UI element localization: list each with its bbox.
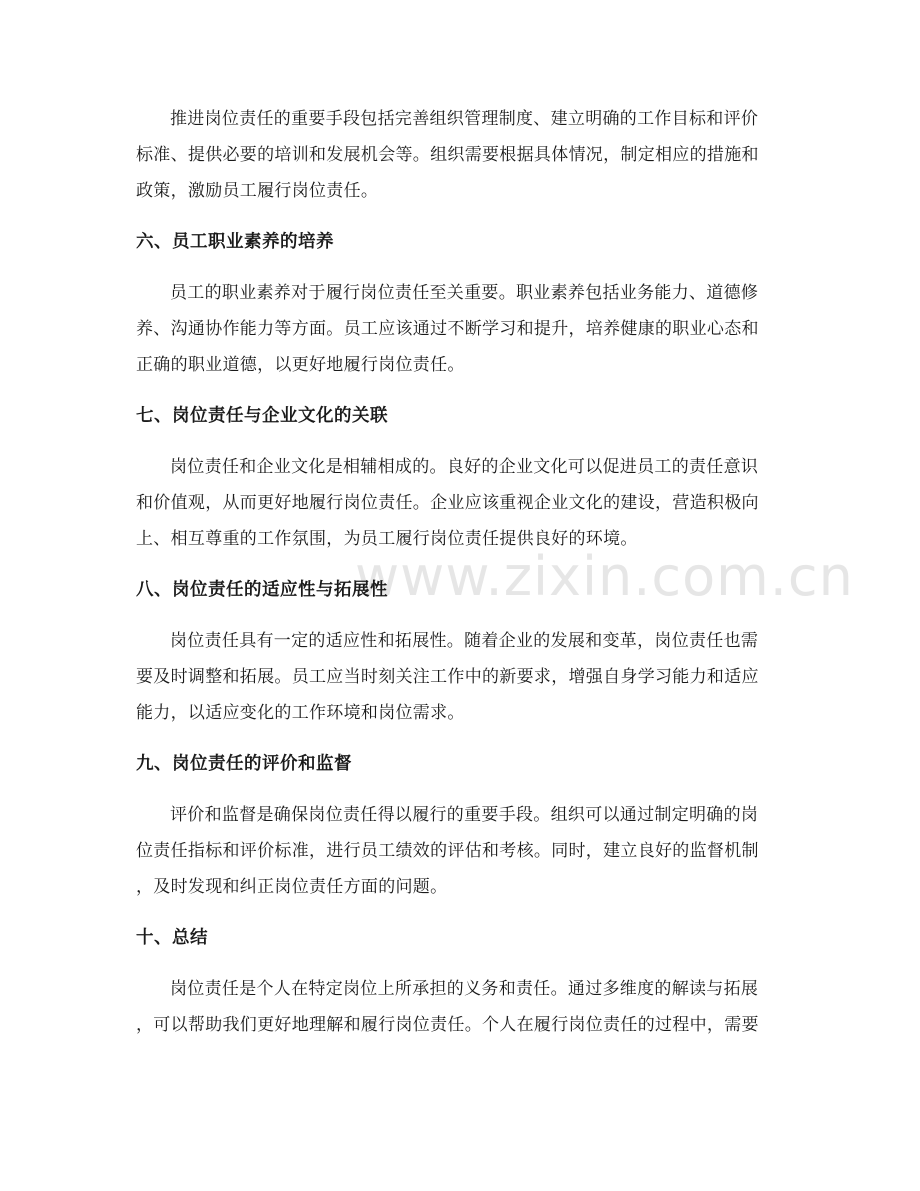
paragraph-line: ，可以帮助我们更好地理解和履行岗位责任。个人在履行岗位责任的过程中，需要 [136,1015,759,1035]
paragraph-section-10 [136,971,786,1043]
paragraph-line: 位责任指标和评价标准，进行员工绩效的评估和考核。同时，建立良好的监督机制 [136,841,759,861]
section-heading-8: 八、岗位责任的适应性与拓展性 [136,580,388,600]
paragraph-line: 和价值观，从而更好地履行岗位责任。企业应该重视企业文化的建设，营造积极向 [136,493,759,513]
paragraph-line: 岗位责任和企业文化是相辅相成的。良好的企业文化可以促进员工的责任意识 [170,457,759,477]
paragraph-section-8 [136,623,786,731]
paragraph-line: 要及时调整和拓展。员工应当时刻关注工作中的新要求，增强自身学习能力和适应 [136,667,759,687]
paragraph-section-9 [136,797,786,905]
paragraph-line: 政策，激励员工履行岗位责任。 [136,181,379,201]
paragraph-section-7 [136,449,786,557]
paragraph-line: 能力，以适应变化的工作环境和岗位需求。 [136,703,465,723]
paragraph-line: 正确的职业道德，以更好地履行岗位责任。 [136,355,465,375]
watermark: www.zixin.com.cn [355,545,854,608]
section-heading-7: 七、岗位责任与企业文化的关联 [136,406,388,426]
paragraph-line: 上、相互尊重的工作氛围，为员工履行岗位责任提供良好的环境。 [136,529,638,549]
paragraph-section-6 [136,275,786,383]
section-heading-10: 十、总结 [136,928,208,948]
section-heading-6: 六、员工职业素养的培养 [136,232,334,252]
paragraph-line: 标准、提供必要的培训和发展机会等。组织需要根据具体情况，制定相应的措施和 [136,145,759,165]
paragraph-line: 岗位责任是个人在特定岗位上所承担的义务和责任。通过多维度的解读与拓展 [170,979,759,999]
paragraph-intro [136,101,786,209]
document-body [136,101,786,1061]
paragraph-line: 评价和监督是确保岗位责任得以履行的重要手段。组织可以通过制定明确的岗 [170,805,759,825]
paragraph-line: 员工的职业素养对于履行岗位责任至关重要。职业素养包括业务能力、道德修 [170,283,759,303]
paragraph-line: ，及时发现和纠正岗位责任方面的问题。 [136,877,448,897]
section-heading-9: 九、岗位责任的评价和监督 [136,754,352,774]
paragraph-line: 推进岗位责任的重要手段包括完善组织管理制度、建立明确的工作目标和评价 [170,109,759,129]
paragraph-line: 岗位责任具有一定的适应性和拓展性。随着企业的发展和变革，岗位责任也需 [170,631,759,651]
paragraph-line: 养、沟通协作能力等方面。员工应该通过不断学习和提升，培养健康的职业心态和 [136,319,759,339]
